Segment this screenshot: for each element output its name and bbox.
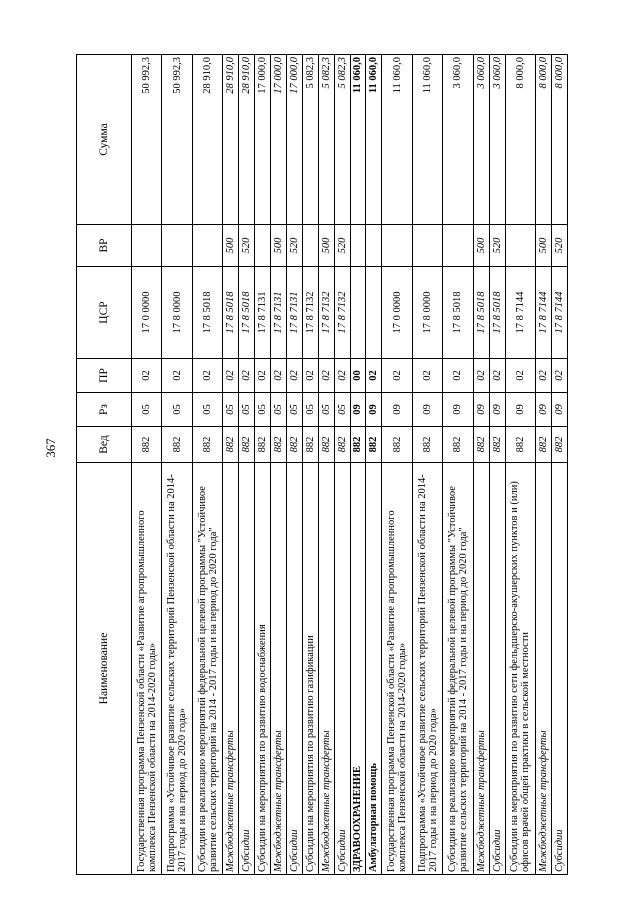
cell-pr: 02	[318, 359, 334, 393]
cell-sum: 5 082,3	[318, 55, 334, 225]
cell-ved: 882	[382, 427, 412, 463]
cell-name: Межбюджетные трансферты	[318, 463, 334, 875]
cell-csr: 17 8 0000	[162, 267, 192, 359]
cell-name: Субсидии на мероприятия по развитию газификации	[302, 463, 318, 875]
cell-ved: 882	[489, 427, 505, 463]
cell-pr: 02	[535, 359, 551, 393]
header-csr: ЦСР	[77, 267, 132, 359]
cell-name: Государственная программа Пензенской области «Развитие агропромышленного комплекса Пензенской области на 2014-2020 годы»	[382, 463, 412, 875]
cell-pr: 02	[271, 359, 287, 393]
cell-ved: 882	[443, 427, 473, 463]
cell-rz: 09	[443, 393, 473, 427]
cell-csr: 17 8 7144	[535, 267, 551, 359]
cell-vr	[382, 225, 412, 267]
cell-rz: 09	[412, 393, 442, 427]
cell-rz: 05	[255, 393, 271, 427]
cell-pr: 02	[473, 359, 489, 393]
cell-sum: 8 000,0	[535, 55, 551, 225]
cell-csr: 17 8 7132	[318, 267, 334, 359]
header-vr: ВР	[77, 225, 132, 267]
cell-ved: 882	[162, 427, 192, 463]
cell-sum: 3 060,0	[473, 55, 489, 225]
table-row	[286, 55, 302, 875]
cell-sum: 11 060,0	[366, 55, 382, 225]
header-name: Наименование	[77, 463, 132, 875]
cell-vr: 520	[286, 225, 302, 267]
cell-name: Межбюджетные трансферты	[535, 463, 551, 875]
budget-table	[76, 54, 568, 875]
cell-name: Субсидии на реализацию мероприятий федеральной целевой программы "Устойчивое развитие сельских территорий на 2014 - 2017 годы и на период до 2020 года"	[192, 463, 222, 875]
cell-ved: 882	[239, 427, 255, 463]
cell-ved: 882	[255, 427, 271, 463]
cell-vr	[505, 225, 535, 267]
cell-pr: 02	[443, 359, 473, 393]
cell-name: Субсидии	[239, 463, 255, 875]
cell-rz: 05	[318, 393, 334, 427]
cell-sum: 8 000,0	[551, 55, 567, 225]
table-row	[551, 55, 567, 875]
cell-ved: 882	[551, 427, 567, 463]
cell-csr: 17 8 7132	[334, 267, 350, 359]
cell-vr	[412, 225, 442, 267]
cell-rz: 05	[271, 393, 287, 427]
table-row	[255, 55, 271, 875]
table-row	[162, 55, 192, 875]
cell-pr: 02	[489, 359, 505, 393]
cell-name: Субсидии	[489, 463, 505, 875]
cell-pr: 02	[239, 359, 255, 393]
cell-vr	[192, 225, 222, 267]
table-row	[473, 55, 489, 875]
table-row	[334, 55, 350, 875]
cell-pr: 02	[255, 359, 271, 393]
cell-pr: 02	[192, 359, 222, 393]
cell-name: Межбюджетные трансферты	[271, 463, 287, 875]
cell-sum: 17 000,0	[286, 55, 302, 225]
cell-csr: 17 0 0000	[132, 267, 162, 359]
cell-ved: 882	[505, 427, 535, 463]
cell-name: Подпрограмма «Устойчивое развитие сельских территорий Пензенской области на 2014-2017 годы и на период до 2020 года»	[412, 463, 442, 875]
cell-pr: 02	[551, 359, 567, 393]
cell-ved: 882	[132, 427, 162, 463]
cell-rz: 09	[366, 393, 382, 427]
table-row	[192, 55, 222, 875]
table-row	[271, 55, 287, 875]
cell-pr: 02	[366, 359, 382, 393]
cell-pr: 02	[412, 359, 442, 393]
cell-rz: 09	[382, 393, 412, 427]
cell-pr: 02	[286, 359, 302, 393]
table-body	[132, 55, 568, 875]
cell-name: Субсидии на мероприятия по развитию водоснабжения	[255, 463, 271, 875]
cell-name: Государственная программа Пензенской области «Развитие агропромышленного комплекса Пензенской области на 2014-2020 годы»	[132, 463, 162, 875]
header-pr: ПР	[77, 359, 132, 393]
cell-pr: 00	[350, 359, 366, 393]
cell-csr: 17 8 7132	[302, 267, 318, 359]
cell-pr: 02	[162, 359, 192, 393]
cell-rz: 05	[334, 393, 350, 427]
cell-vr	[162, 225, 192, 267]
cell-sum: 5 082,3	[302, 55, 318, 225]
cell-sum: 11 060,0	[350, 55, 366, 225]
cell-vr	[350, 225, 366, 267]
cell-csr: 17 8 5018	[192, 267, 222, 359]
cell-sum: 11 060,0	[412, 55, 442, 225]
cell-name: Амбулаторная помощь	[366, 463, 382, 875]
table-row	[366, 55, 382, 875]
cell-vr	[132, 225, 162, 267]
cell-rz: 05	[239, 393, 255, 427]
cell-csr: 17 8 5018	[443, 267, 473, 359]
cell-rz: 09	[489, 393, 505, 427]
table-row	[412, 55, 442, 875]
cell-vr: 520	[334, 225, 350, 267]
cell-ved: 882	[192, 427, 222, 463]
cell-sum: 17 000,0	[271, 55, 287, 225]
cell-sum: 50 992,3	[162, 55, 192, 225]
cell-csr: 17 8 5018	[489, 267, 505, 359]
cell-rz: 05	[223, 393, 239, 427]
header-rz: Рз	[77, 393, 132, 427]
rotated-table-container	[76, 55, 568, 875]
cell-rz: 05	[192, 393, 222, 427]
table-row	[132, 55, 162, 875]
cell-csr: 17 8 7131	[271, 267, 287, 359]
cell-pr: 02	[132, 359, 162, 393]
cell-name: Подпрограмма «Устойчивое развитие сельских территорий Пензенской области на 2014-2017 годы и на период до 2020 года»	[162, 463, 192, 875]
cell-csr: 17 0 0000	[382, 267, 412, 359]
cell-ved: 882	[286, 427, 302, 463]
cell-name: Субсидии	[551, 463, 567, 875]
cell-sum: 11 060,0	[382, 55, 412, 225]
cell-pr: 02	[302, 359, 318, 393]
cell-vr: 500	[535, 225, 551, 267]
cell-vr	[443, 225, 473, 267]
cell-csr: 17 8 5018	[473, 267, 489, 359]
cell-name: Межбюджетные трансферты	[223, 463, 239, 875]
cell-vr: 520	[239, 225, 255, 267]
cell-csr: 17 8 5018	[239, 267, 255, 359]
cell-sum: 3 060,0	[443, 55, 473, 225]
cell-pr: 02	[223, 359, 239, 393]
cell-ved: 882	[412, 427, 442, 463]
cell-ved: 882	[223, 427, 239, 463]
cell-rz: 05	[132, 393, 162, 427]
cell-sum: 8 000,0	[505, 55, 535, 225]
cell-rz: 09	[473, 393, 489, 427]
table-header-row	[77, 55, 132, 875]
cell-vr	[302, 225, 318, 267]
cell-ved: 882	[271, 427, 287, 463]
cell-vr: 500	[223, 225, 239, 267]
cell-sum: 5 082,3	[334, 55, 350, 225]
table-row	[535, 55, 551, 875]
cell-rz: 09	[350, 393, 366, 427]
cell-vr: 500	[473, 225, 489, 267]
cell-csr	[366, 267, 382, 359]
cell-rz: 09	[551, 393, 567, 427]
header-sum: Сумма	[77, 55, 132, 225]
cell-vr: 500	[271, 225, 287, 267]
table-row	[223, 55, 239, 875]
cell-csr: 17 8 7131	[286, 267, 302, 359]
cell-name: Субсидии	[334, 463, 350, 875]
cell-vr: 520	[489, 225, 505, 267]
cell-name: ЗДРАВООХРАНЕНИЕ	[350, 463, 366, 875]
cell-sum: 50 992,3	[132, 55, 162, 225]
page-number: 367	[43, 438, 58, 458]
cell-sum: 28 910,0	[192, 55, 222, 225]
table-row	[489, 55, 505, 875]
cell-sum: 28 910,0	[223, 55, 239, 225]
cell-csr: 17 8 7144	[505, 267, 535, 359]
cell-csr: 17 8 5018	[223, 267, 239, 359]
cell-csr: 17 8 0000	[412, 267, 442, 359]
cell-csr: 17 8 7131	[255, 267, 271, 359]
cell-vr	[366, 225, 382, 267]
cell-csr: 17 8 7144	[551, 267, 567, 359]
cell-csr	[350, 267, 366, 359]
cell-name: Субсидии	[286, 463, 302, 875]
cell-ved: 882	[350, 427, 366, 463]
cell-rz: 05	[162, 393, 192, 427]
cell-rz: 09	[535, 393, 551, 427]
cell-ved: 882	[302, 427, 318, 463]
cell-pr: 02	[334, 359, 350, 393]
cell-vr: 500	[318, 225, 334, 267]
cell-sum: 17 000,0	[255, 55, 271, 225]
table-row	[318, 55, 334, 875]
table-row	[350, 55, 366, 875]
cell-sum: 28 910,0	[239, 55, 255, 225]
cell-name: Межбюджетные трансферты	[473, 463, 489, 875]
cell-vr: 520	[551, 225, 567, 267]
cell-pr: 02	[505, 359, 535, 393]
cell-ved: 882	[473, 427, 489, 463]
cell-ved: 882	[318, 427, 334, 463]
cell-ved: 882	[334, 427, 350, 463]
cell-rz: 05	[286, 393, 302, 427]
table-row	[382, 55, 412, 875]
cell-pr: 02	[382, 359, 412, 393]
cell-ved: 882	[535, 427, 551, 463]
table-row	[443, 55, 473, 875]
cell-rz: 05	[302, 393, 318, 427]
cell-vr	[255, 225, 271, 267]
cell-ved: 882	[366, 427, 382, 463]
table-row	[302, 55, 318, 875]
table-row	[505, 55, 535, 875]
table-row	[239, 55, 255, 875]
header-ved: Вед	[77, 427, 132, 463]
cell-name: Субсидии на реализацию мероприятий федеральной целевой программы "Устойчивое развитие сельских территорий на 2014 - 2017 годы и на период до 2020 года"	[443, 463, 473, 875]
cell-name: Субсидии на мероприятия по развитию сети фельдшерско-акушерских пунктов и (или) офисов врачей общей практики в сельской местности	[505, 463, 535, 875]
cell-sum: 3 060,0	[489, 55, 505, 225]
cell-rz: 09	[505, 393, 535, 427]
